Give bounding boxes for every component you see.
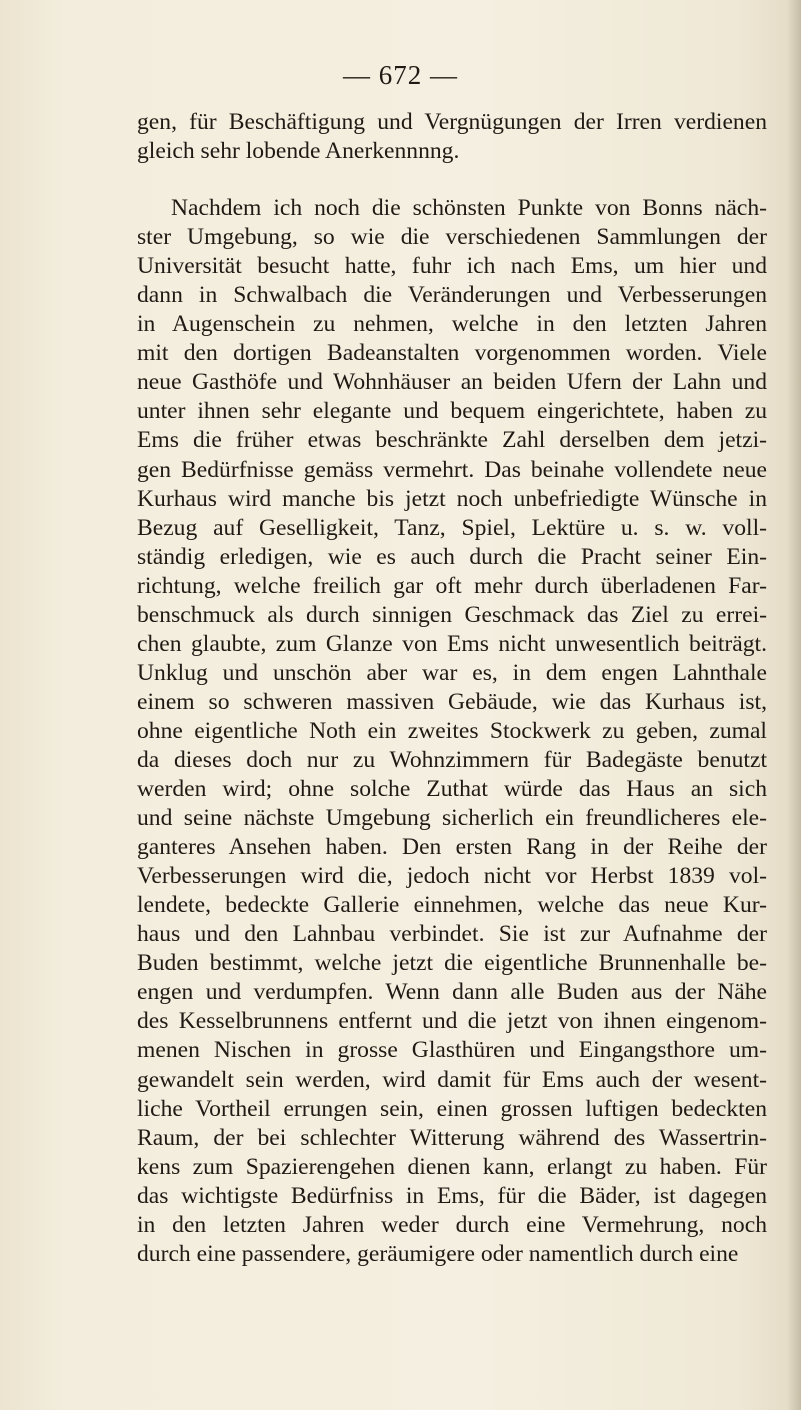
text-line: ster Umgebung, so wie die verschiedenen Sammlungen der (137, 224, 767, 251)
text-line: ständig erledigen, wie es auch durch die Pracht seiner Ein- (137, 543, 767, 570)
page-number: — 672 — (343, 60, 458, 90)
text-line: Verbesserungen wird die, jedoch nicht vor Herbst 1839 vol- (137, 863, 767, 890)
text-line: neue Gasthöfe und Wohnhäuser an beiden Ufern der Lahn und (137, 369, 767, 396)
text-line: Raum, der bei schlechter Witterung während des Wassertrin- (137, 1124, 767, 1151)
text-line: engen und verdumpfen. Wenn dann alle Buden aus der Nähe (137, 979, 767, 1006)
text-line: Universität besucht hatte, fuhr ich nach Ems, um hier und (137, 253, 767, 280)
page-edge-shadow (787, 0, 801, 1410)
text-line: menen Nischen in grosse Glasthüren und Eingangsthore um- (137, 1037, 767, 1064)
text-line: chen glaubte, zum Glanze von Ems nicht unwesentlich beiträgt. (137, 630, 767, 657)
text-line: gewandelt sein werden, wird damit für Ems auch der wesent- (137, 1066, 767, 1093)
text-line: Kurhaus wird manche bis jetzt noch unbefriedigte Wünsche in (137, 485, 767, 512)
text-line: haus und den Lahnbau verbindet. Sie ist zur Aufnahme der (137, 921, 767, 948)
text-line: mit den dortigen Badeanstalten vorgenommen worden. Viele (137, 340, 767, 367)
text-line: richtung, welche freilich gar oft mehr durch überladenen Far- (137, 572, 767, 599)
body-text (137, 108, 767, 1269)
text-line: und seine nächste Umgebung sicherlich ein freundlicheres ele- (137, 805, 767, 832)
text-line: Buden bestimmt, welche jetzt die eigentliche Brunnenhalle be- (137, 950, 767, 977)
text-line: Ems die früher etwas beschränkte Zahl derselben dem jetzi- (137, 427, 767, 454)
text-line: ohne eigentliche Noth ein zweites Stockwerk zu geben, zumal (137, 717, 767, 744)
text-line: gen, für Beschäftigung und Vergnügungen der Irren verdienen (137, 109, 767, 135)
paragraph (137, 108, 767, 166)
text-line: Bezug auf Geselligkeit, Tanz, Spiel, Lektüre u. s. w. voll- (137, 514, 767, 541)
text-line: liche Vortheil errungen sein, einen grossen luftigen bedeckten (137, 1095, 767, 1122)
text-line: einem so schweren massiven Gebäude, wie das Kurhaus ist, (137, 688, 767, 715)
text-line: Nachdem ich noch die schönsten Punkte von Bonns näch- (171, 195, 767, 222)
text-line: benschmuck als durch sinnigen Geschmack das Ziel zu errei- (137, 601, 767, 628)
text-line: durch eine passendere, geräumigere oder namentlich durch eine (137, 1240, 739, 1267)
paragraph (137, 194, 767, 1269)
paragraph-gap (137, 166, 767, 194)
text-line: ganteres Ansehen haben. Den ersten Rang in der Reihe der (137, 834, 767, 861)
text-line: gleich sehr lobende Anerkennnng. (137, 138, 460, 165)
text-line: gen Bedürfnisse gemäss vermehrt. Das beinahe vollendete neue (137, 456, 767, 483)
text-line: dann in Schwalbach die Veränderungen und Verbesserungen (137, 282, 767, 309)
text-line: werden wird; ohne solche Zuthat würde das Haus an sich (137, 776, 767, 803)
text-line: unter ihnen sehr elegante und bequem eingerichtete, haben zu (137, 398, 767, 425)
text-line: das wichtigste Bedürfniss in Ems, für die Bäder, ist dagegen (137, 1182, 767, 1209)
text-line: kens zum Spazierengehen dienen kann, erlangt zu haben. Für (137, 1153, 767, 1180)
text-line: in Augenschein zu nehmen, welche in den letzten Jahren (137, 311, 767, 338)
text-line: lendete, bedeckte Gallerie einnehmen, welche das neue Kur- (137, 892, 767, 919)
text-line: des Kesselbrunnens entfernt und die jetzt von ihnen eingenom- (137, 1008, 767, 1035)
text-line: Unklug und unschön aber war es, in dem engen Lahnthale (137, 659, 767, 686)
text-line: in den letzten Jahren weder durch eine Vermehrung, noch (137, 1211, 767, 1238)
text-line: da dieses doch nur zu Wohnzimmern für Badegäste benutzt (137, 746, 767, 773)
